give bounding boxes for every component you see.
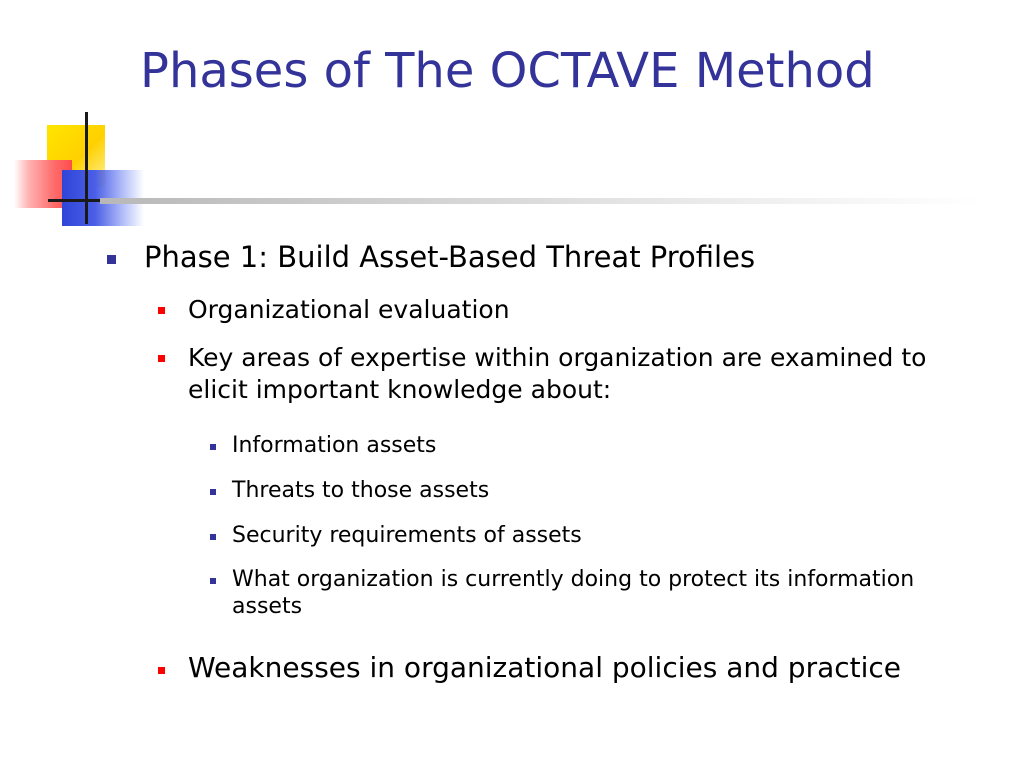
bullet-marker-square-icon <box>158 355 165 362</box>
bullet-text: Phase 1: Build Asset-Based Threat Profiles <box>144 240 756 274</box>
bullet-marker-square-icon <box>210 534 216 540</box>
bullet-text: Threats to those assets <box>232 478 490 503</box>
bullet-marker-square-icon <box>210 489 216 495</box>
bullet-item-level2 <box>188 294 938 326</box>
bullet-text: Key areas of expertise within organization are examined to elicit important knowledge about: <box>188 343 927 404</box>
bullet-marker-square-icon <box>107 255 116 264</box>
bullet-item-level3 <box>232 432 952 459</box>
bullet-item-level3 <box>232 522 952 549</box>
bullet-item-level1 <box>144 239 944 275</box>
bullet-marker-square-icon <box>210 578 216 584</box>
bullet-item-level3 <box>232 566 952 620</box>
bullet-text: What organization is currently doing to protect its information assets <box>232 567 915 619</box>
decorative-vertical-line <box>85 112 88 224</box>
bullet-marker-square-icon <box>158 667 165 674</box>
bullet-marker-square-icon <box>158 307 165 314</box>
bullet-text: Information assets <box>232 433 437 458</box>
bullet-text: Weaknesses in organizational policies and practice <box>188 651 902 684</box>
bullet-item-level2 <box>188 650 908 685</box>
title-underline-rule <box>100 198 980 204</box>
bullet-text: Security requirements of assets <box>232 523 582 548</box>
slide-title: Phases of The OCTAVE Method <box>140 43 875 99</box>
bullet-item-level2 <box>188 342 938 406</box>
bullet-item-level3 <box>232 477 952 504</box>
bullet-marker-square-icon <box>210 444 216 450</box>
bullet-text: Organizational evaluation <box>188 295 510 324</box>
